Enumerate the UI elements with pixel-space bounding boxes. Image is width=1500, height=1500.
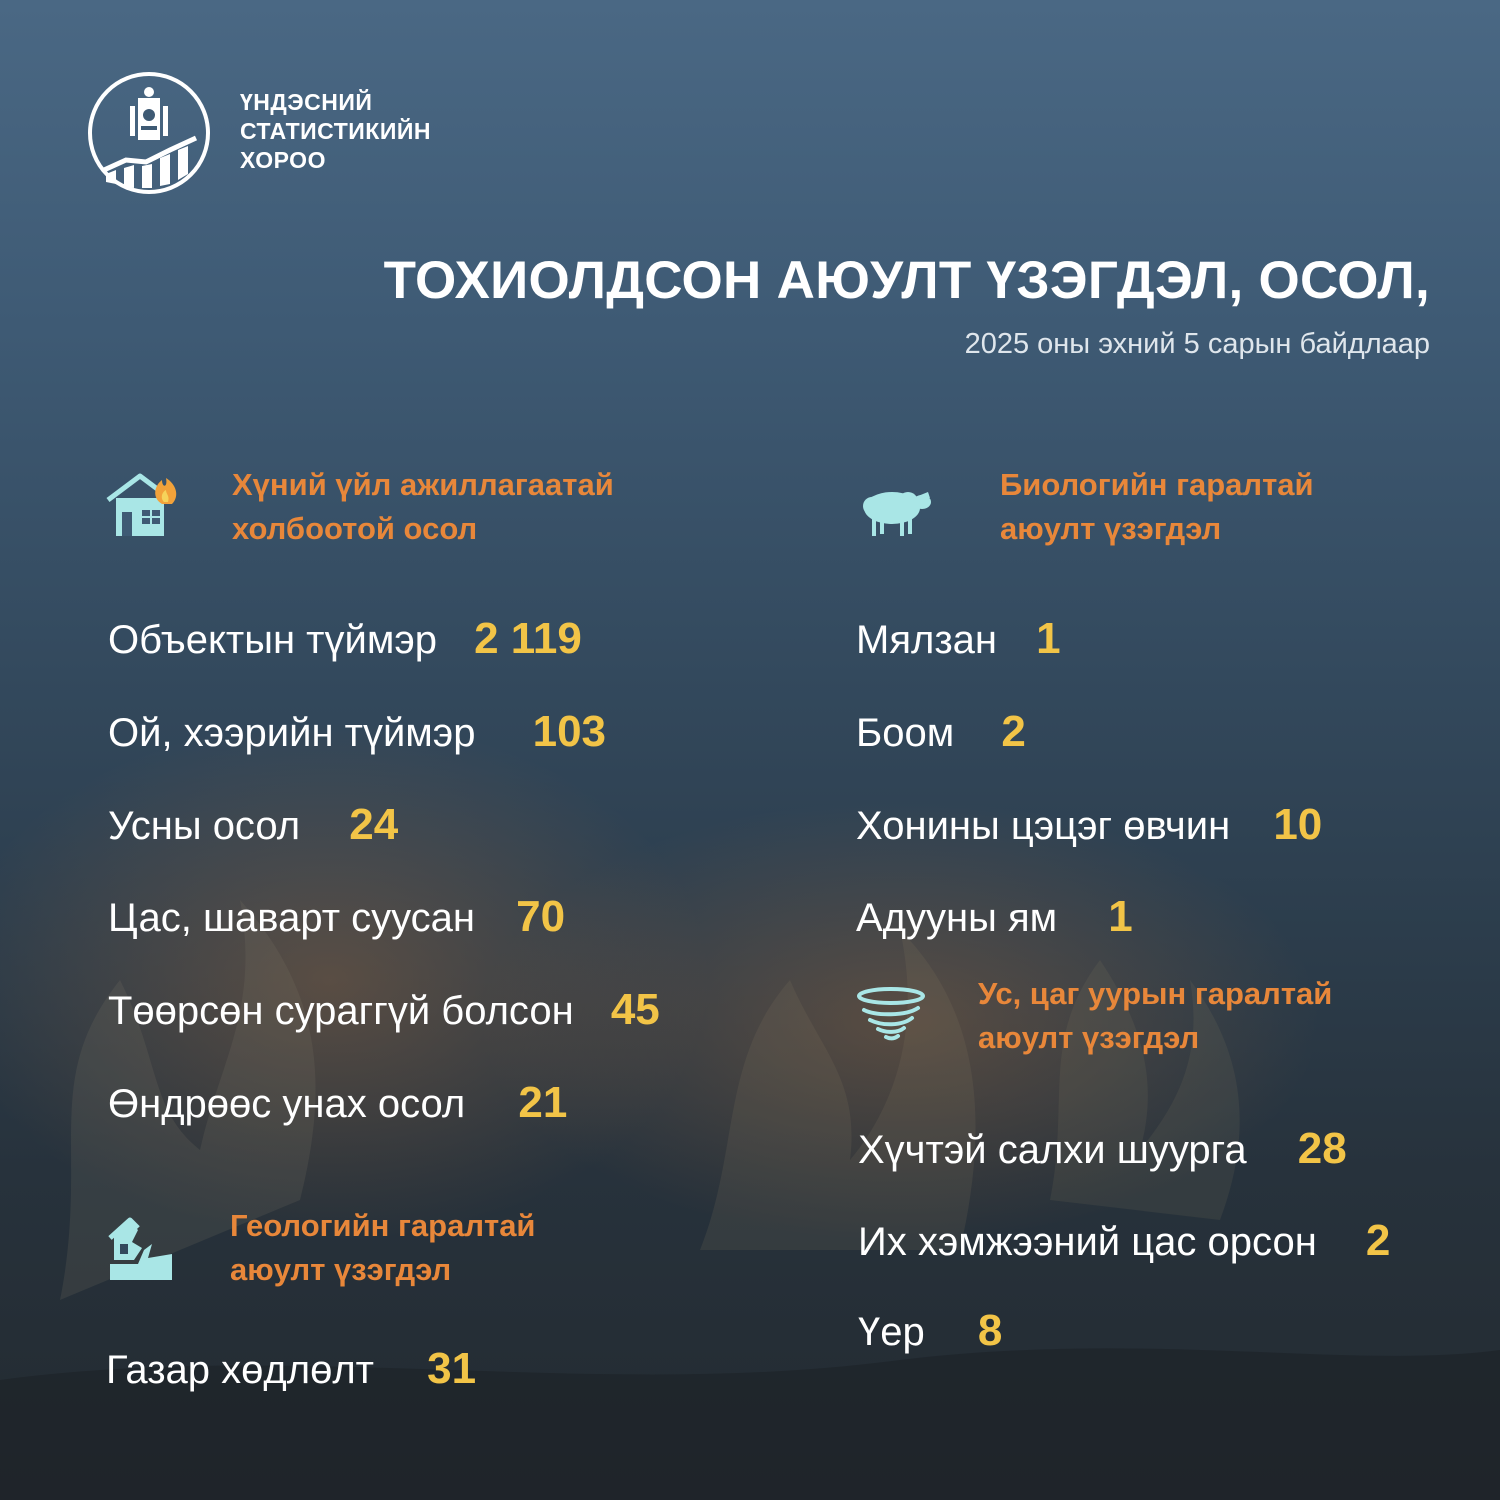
stat-row bbox=[108, 800, 398, 850]
category-title-biological bbox=[1000, 463, 1314, 551]
stat-row bbox=[858, 1124, 1347, 1174]
stat-value: 28 bbox=[1297, 1124, 1347, 1173]
category-title-line: холбоотой осол bbox=[232, 511, 478, 546]
nso-logo-icon bbox=[86, 70, 212, 196]
org-line-1: ҮНДЭСНИЙ bbox=[240, 89, 373, 115]
category-title-human bbox=[232, 463, 614, 551]
stat-value: 2 119 bbox=[474, 614, 582, 663]
org-line-3: ХОРОО bbox=[240, 147, 326, 173]
stat-label: Цас, шаварт суусан bbox=[108, 896, 476, 940]
stat-label: Их хэмжээний цас орсон bbox=[858, 1220, 1317, 1264]
stat-value: 24 bbox=[349, 800, 399, 849]
stat-label: Газар хөдлөлт bbox=[106, 1348, 374, 1392]
stat-value: 103 bbox=[532, 707, 607, 756]
stat-row bbox=[108, 985, 660, 1035]
stat-value: 45 bbox=[610, 985, 660, 1034]
cracked-house-icon bbox=[108, 1214, 176, 1282]
stat-value: 2 bbox=[1365, 1216, 1391, 1265]
category-title-line: аюулт үзэгдэл bbox=[1000, 511, 1222, 546]
stat-label: Хүчтэй салхи шуурга bbox=[858, 1128, 1247, 1172]
stat-row bbox=[108, 892, 565, 942]
category-title-line: Геологийн гаралтай bbox=[230, 1208, 536, 1243]
category-title-line: Ус, цаг уурын гаралтай bbox=[978, 976, 1333, 1011]
stat-row bbox=[856, 614, 1061, 664]
page-subtitle: 2025 оны эхний 5 сарын байдлаар bbox=[964, 328, 1430, 360]
stat-label: Өндрөөс унах осол bbox=[108, 1082, 466, 1126]
category-title-hydromet bbox=[978, 972, 1332, 1060]
stat-row bbox=[858, 1306, 1002, 1356]
stat-label: Усны осол bbox=[108, 804, 301, 848]
tornado-icon bbox=[856, 986, 926, 1042]
category-title-line: Биологийн гаралтай bbox=[1000, 467, 1314, 502]
stat-row bbox=[856, 800, 1322, 850]
stat-row bbox=[108, 614, 582, 664]
stat-row bbox=[856, 892, 1133, 942]
organization-name bbox=[240, 88, 431, 175]
stat-value: 10 bbox=[1273, 800, 1323, 849]
stat-label: Үер bbox=[858, 1310, 925, 1354]
house-fire-icon bbox=[104, 468, 184, 540]
stat-label: Төөрсөн сураггүй болсон bbox=[108, 989, 574, 1033]
stat-value: 21 bbox=[518, 1078, 568, 1127]
stat-value: 1 bbox=[1108, 892, 1133, 941]
stat-row bbox=[108, 1078, 567, 1128]
category-title-line: аюулт үзэгдэл bbox=[230, 1252, 452, 1287]
sheep-icon bbox=[858, 486, 934, 538]
stat-value: 70 bbox=[516, 892, 566, 941]
page-title: ТОХИОЛДСОН АЮУЛТ ҮЗЭГДЭЛ, ОСОЛ, bbox=[383, 251, 1430, 310]
stat-value: 2 bbox=[1001, 707, 1026, 756]
stat-label: Адууны ям bbox=[856, 896, 1058, 940]
org-line-2: СТАТИСТИКИЙН bbox=[240, 118, 432, 144]
stat-row bbox=[858, 1216, 1390, 1266]
stat-row bbox=[106, 1344, 476, 1394]
category-title-line: аюулт үзэгдэл bbox=[978, 1020, 1200, 1055]
stat-row bbox=[856, 707, 1026, 757]
stat-label: Мялзан bbox=[856, 618, 997, 662]
stat-label: Хонины цэцэг өвчин bbox=[856, 804, 1231, 848]
stat-value: 8 bbox=[977, 1306, 1003, 1355]
category-title-line: Хүний үйл ажиллагаатай bbox=[232, 467, 614, 502]
category-title-geological bbox=[230, 1204, 536, 1292]
stat-label: Боом bbox=[856, 711, 955, 755]
stat-label: Объектын түймэр bbox=[108, 618, 437, 662]
stat-row bbox=[108, 707, 606, 757]
stat-label: Ой, хээрийн түймэр bbox=[108, 711, 476, 755]
stat-value: 1 bbox=[1036, 614, 1061, 663]
stat-value: 31 bbox=[427, 1344, 477, 1393]
